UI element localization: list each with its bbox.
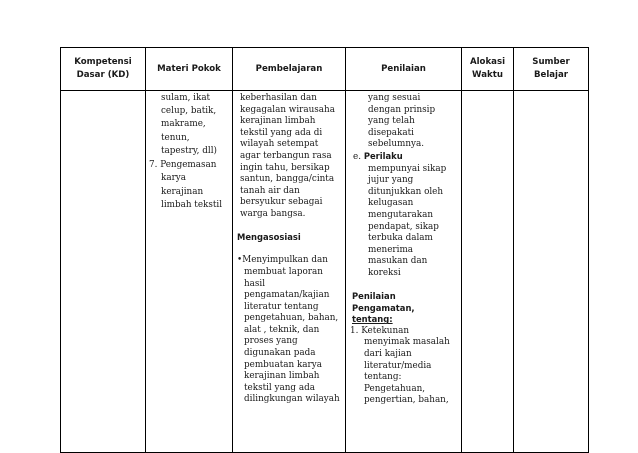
asosiasi-line: pengamatan/kajian	[244, 290, 330, 301]
alokasi-cell	[462, 91, 514, 453]
penilaian-line: disepakati	[368, 127, 414, 138]
perilaku-line: mengutarakan	[368, 209, 433, 220]
asosiasi-line: literatur tentang	[244, 301, 319, 312]
materi-line: kerajinan	[161, 186, 204, 197]
header-alokasi-line1: Alokasi	[469, 57, 506, 67]
perilaku-line: terbuka dalam	[368, 233, 433, 244]
perilaku-line: mempunyai sikap	[368, 163, 447, 174]
pembelajaran-line: warga bangsa.	[240, 208, 306, 219]
materi-line: tenun,	[161, 132, 190, 143]
content-row	[61, 91, 589, 453]
header-alokasi	[462, 48, 514, 91]
asosiasi-line: pengetahuan, bahan,	[244, 313, 339, 324]
pengamatan-heading-line1: Penilaian	[352, 291, 396, 302]
sumber-cell	[514, 91, 589, 453]
materi-line: 7. Pengemasan	[149, 159, 217, 170]
pembelajaran-line: wilayah setempat	[240, 139, 319, 150]
perilaku-line: masukan dan	[368, 256, 428, 267]
penilaian-line: sebelumnya.	[368, 139, 425, 150]
materi-line: sulam, ikat	[161, 93, 211, 103]
pengamatan-line: dari kajian	[364, 349, 412, 360]
perilaku-line: ditunjukkan oleh	[368, 186, 444, 197]
pembelajaran-line: kerajinan limbah	[240, 116, 316, 127]
pembelajaran-line: bersyukur sebagai	[240, 197, 323, 208]
header-materi: Materi Pokok	[146, 48, 233, 91]
materi-line: celup, batik,	[161, 105, 217, 116]
kd-cell	[61, 91, 146, 453]
perilaku-line: menerima	[368, 244, 414, 255]
asosiasi-line: kerajinan limbah	[244, 371, 320, 382]
perilaku-line: pendapat, sikap	[368, 221, 439, 232]
pembelajaran-cell	[233, 91, 346, 453]
pembelajaran-line: keberhasilan dan	[240, 93, 317, 103]
materi-cell	[146, 91, 233, 453]
perilaku-heading: Perilaku	[363, 150, 403, 161]
header-alokasi-line2: Waktu	[472, 70, 503, 80]
materi-line: limbah tekstil	[161, 200, 223, 211]
penilaian-line: yang telah	[368, 116, 415, 127]
asosiasi-line: dilingkungan wilayah	[244, 394, 340, 405]
pengamatan-line: menyimak masalah	[364, 337, 450, 348]
asosiasi-line: pembuatan karya	[244, 359, 322, 370]
header-row	[61, 48, 589, 91]
penilaian-line: dengan prinsip	[368, 104, 436, 115]
pembelajaran-line: santun, bangga/cinta	[240, 174, 335, 185]
penilaian-cell	[346, 91, 462, 453]
materi-line: makrame,	[161, 119, 206, 130]
pengamatan-line: literatur/media	[364, 360, 432, 371]
materi-line: tapestry, dll)	[161, 146, 217, 157]
pembelajaran-line: agar terbangun rasa	[240, 150, 332, 161]
mengasosiasi-heading: Mengasosiasi	[237, 232, 301, 243]
pembelajaran-line: kegagalan wirausaha	[240, 104, 335, 115]
header-kd-line1: Kompetensi	[74, 57, 132, 67]
perilaku-line: kelugasan	[368, 198, 414, 209]
asosiasi-line: proses yang	[244, 336, 298, 347]
perilaku-line: jujur yang	[368, 175, 414, 186]
syllabus-table	[60, 47, 589, 453]
materi-line: karya	[161, 173, 186, 184]
header-pembelajaran: Pembelajaran	[233, 48, 346, 91]
penilaian-line: yang sesuai	[368, 93, 421, 103]
perilaku-item	[350, 151, 461, 164]
pembelajaran-line: tekstil yang ada di	[240, 127, 323, 138]
header-penilaian: Penilaian	[346, 48, 462, 91]
header-kd-line2: Dasar (KD)	[76, 70, 130, 80]
pengamatan-heading-line3: tentang:	[352, 314, 393, 325]
pengamatan-line: pengertian, bahan,	[364, 395, 449, 406]
perilaku-line: koreksi	[368, 267, 401, 278]
asosiasi-line: •Menyimpulkan dan	[237, 255, 328, 266]
perilaku-marker: e.	[353, 151, 362, 162]
pembelajaran-line: ingin tahu, bersikap	[240, 162, 330, 173]
pengamatan-line: Pengetahuan,	[364, 383, 426, 394]
pembelajaran-line: tanah air dan	[240, 185, 300, 196]
asosiasi-line: alat , teknik, dan	[244, 324, 320, 335]
pengamatan-heading-line2: Pengamatan,	[352, 302, 415, 313]
asosiasi-line: tekstil yang ada	[244, 382, 315, 393]
pengamatan-line: 1. Ketekunan	[350, 325, 410, 336]
asosiasi-line: hasil	[244, 278, 266, 289]
header-kd	[61, 48, 146, 91]
pengamatan-line: tentang:	[364, 372, 402, 383]
header-sumber: Sumber Belajar	[514, 48, 589, 91]
asosiasi-line: membuat laporan	[244, 266, 323, 277]
asosiasi-line: digunakan pada	[244, 348, 316, 359]
